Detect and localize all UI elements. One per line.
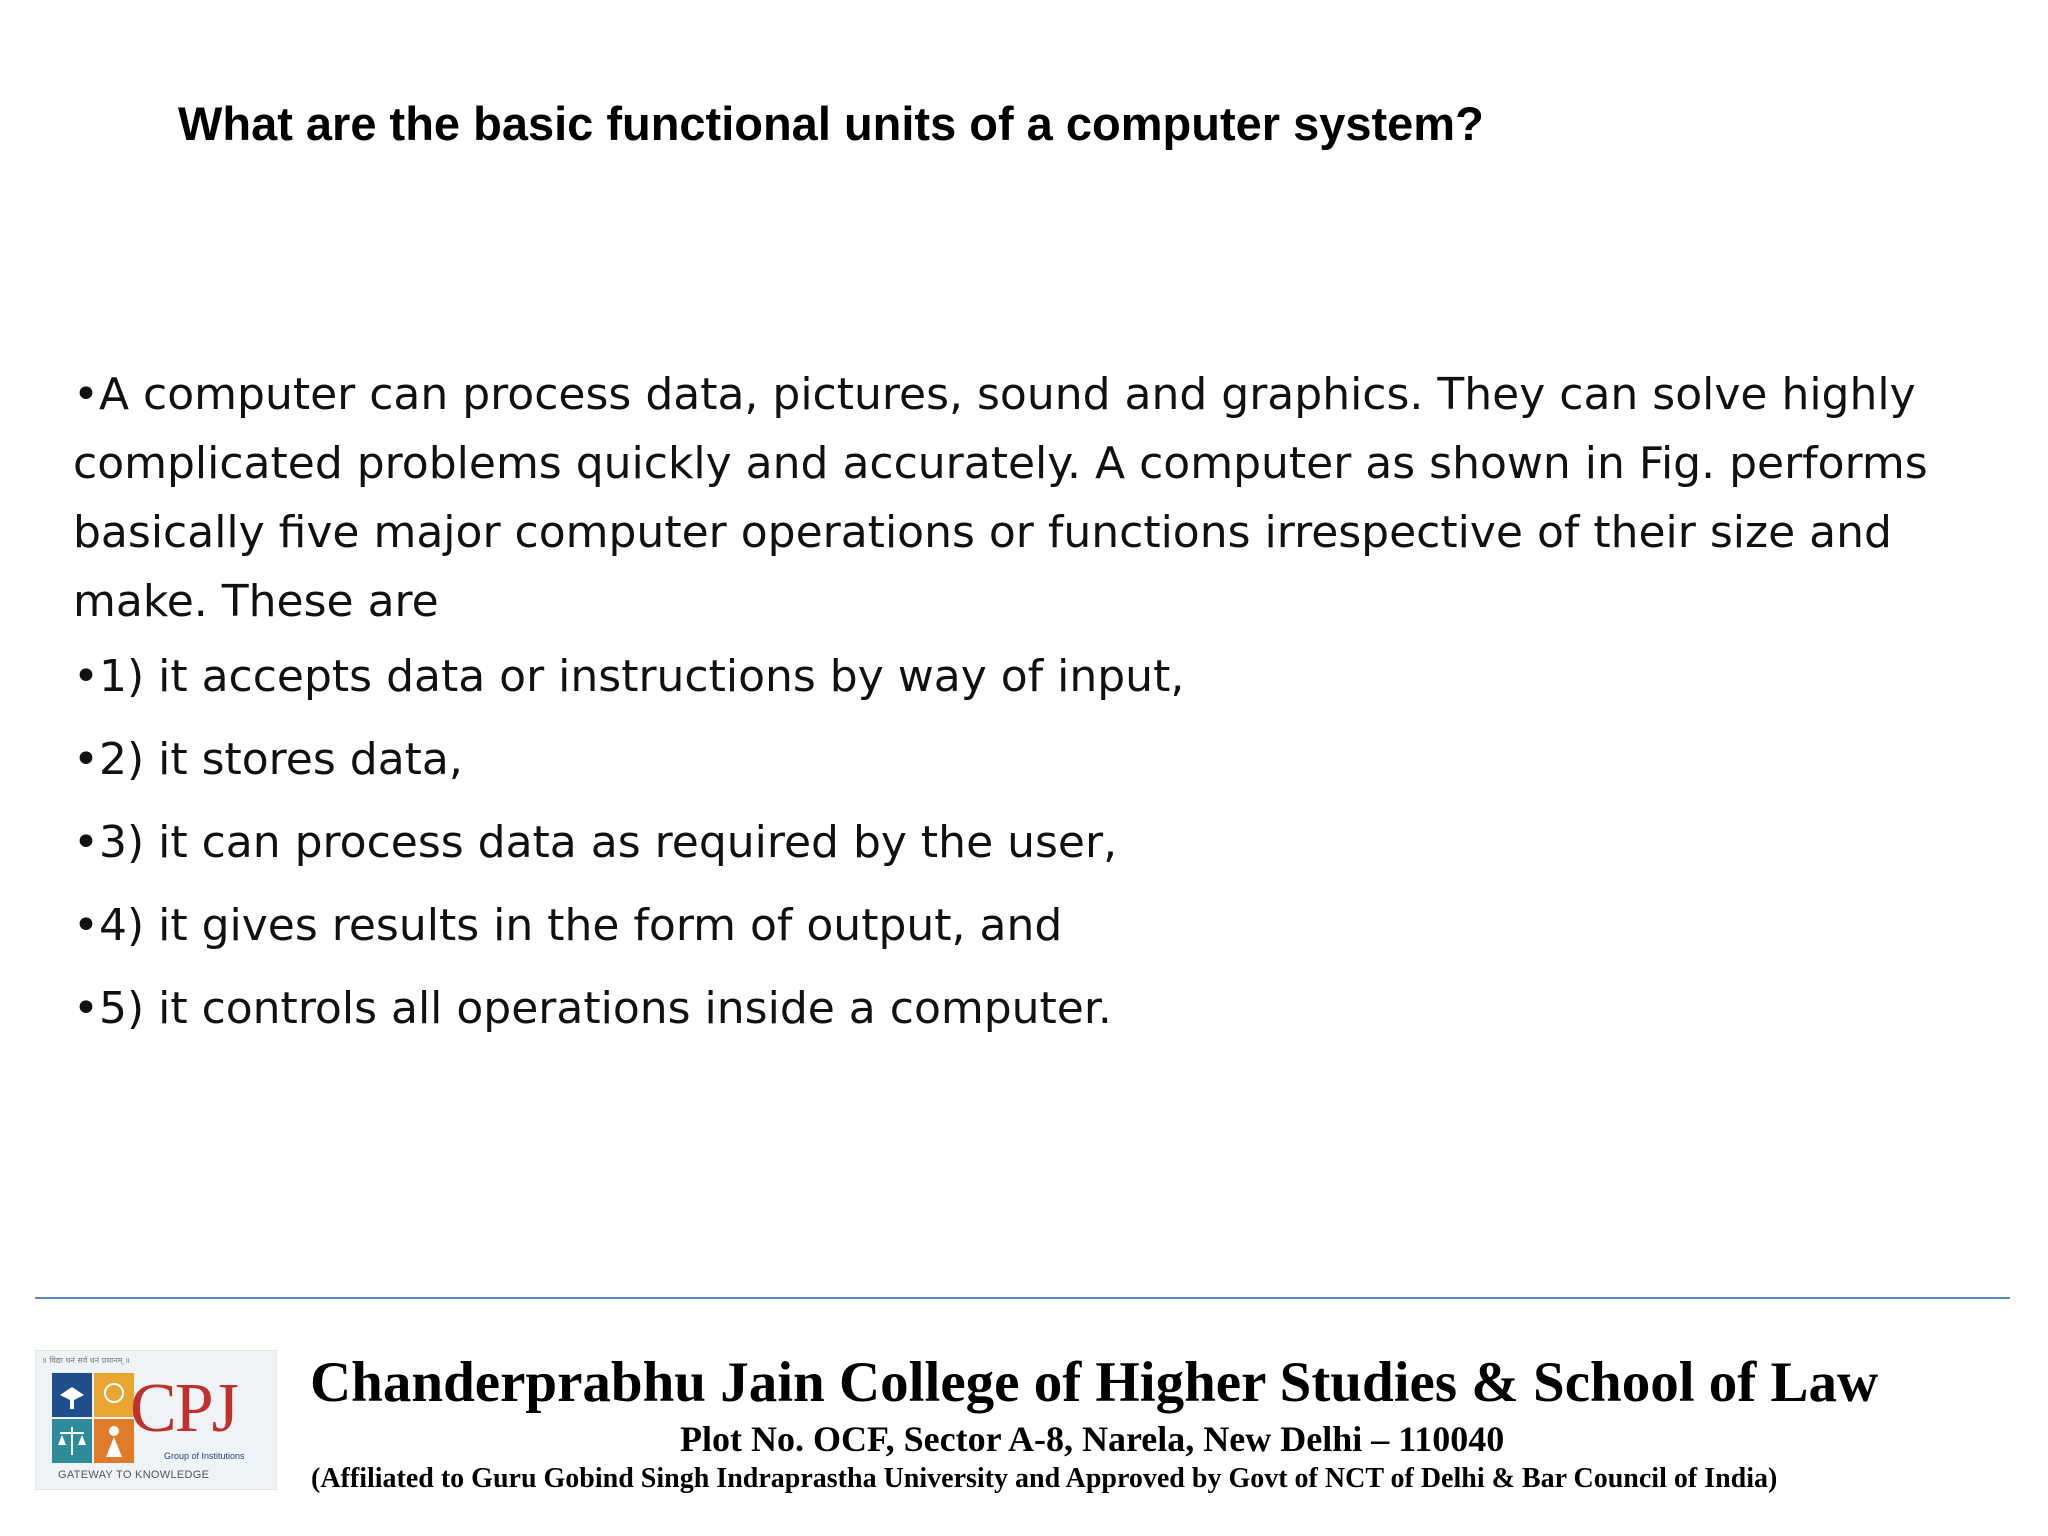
- footer: [35, 1300, 2010, 1536]
- logo-tagline: GATEWAY TO KNOWLEDGE: [58, 1469, 210, 1481]
- college-name: Chanderprabhu Jain College of Higher Studies & School of Law: [310, 1351, 1879, 1414]
- list-item: •4) it gives results in the form of output, and: [73, 900, 1063, 951]
- slide-title: What are the basic functional units of a computer system?: [178, 97, 1484, 150]
- college-logo: [35, 1350, 277, 1490]
- logo-group-label: Group of Institutions: [164, 1451, 245, 1461]
- list-item: •5) it controls all operations inside a computer.: [73, 983, 1112, 1034]
- logo-wordmark: CPJ: [130, 1370, 237, 1447]
- footer-divider: [35, 1297, 2010, 1299]
- list-item: •2) it stores data,: [73, 734, 463, 785]
- college-address: Plot No. OCF, Sector A-8, Narela, New Delhi – 110040: [680, 1419, 1505, 1459]
- list-item: •3) it can process data as required by the user,: [73, 817, 1118, 868]
- logo-motto: ॥ विद्या धनं सर्व धनं प्रधानम् ॥: [42, 1356, 130, 1365]
- intro-paragraph: •A computer can process data, pictures, sound and graphics. They can solve highly complicated problems quickly and accurately. A computer as shown in Fig. performs basically five major computer operations or functions irrespective of their size and make. These are: [73, 369, 1928, 627]
- college-affiliation: (Affiliated to Guru Gobind Singh Indraprastha University and Approved by Govt of NCT of Delhi & Bar Council of India): [311, 1463, 1778, 1494]
- slide-body: [73, 360, 1973, 1063]
- shield-icon: [50, 1371, 136, 1467]
- list-item: •1) it accepts data or instructions by way of input,: [73, 651, 1185, 702]
